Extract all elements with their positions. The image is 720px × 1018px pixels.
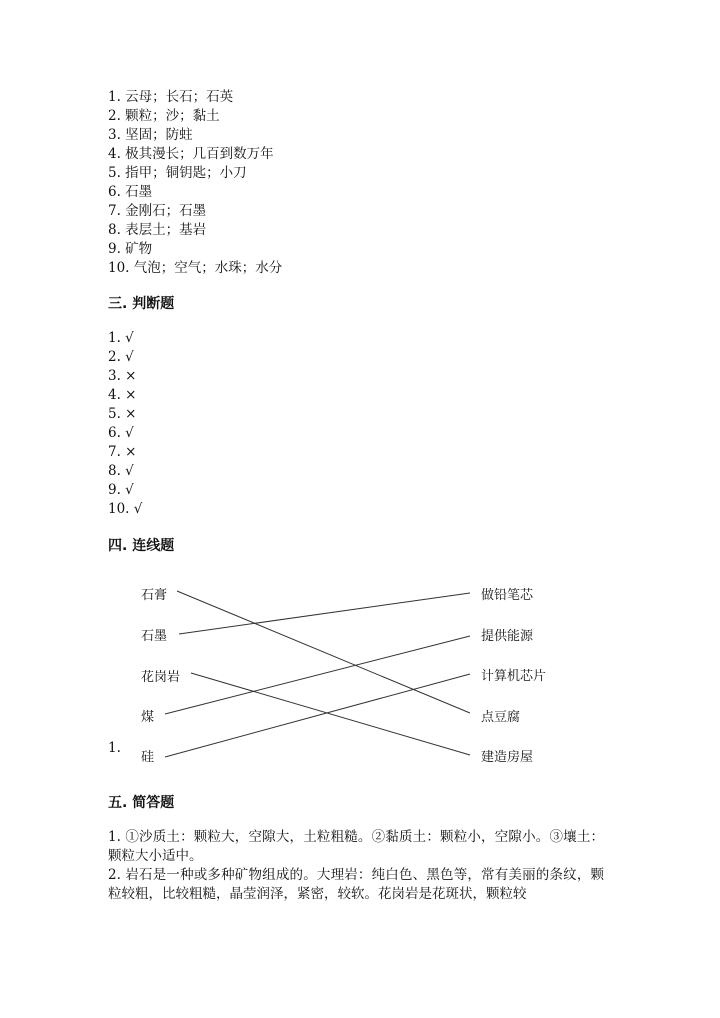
fill-answer-10: 10. 气泡；空气；水珠；水分 xyxy=(108,260,283,276)
fill-answer-6: 6. 石墨 xyxy=(108,184,153,200)
section-title-short-answer: 五. 简答题 xyxy=(108,795,175,811)
match-right-item-1: 做铅笔芯 xyxy=(481,588,534,603)
judgement-answer-9: 9. √ xyxy=(108,482,134,498)
match-line-2 xyxy=(179,593,470,634)
judgement-answer-3: 3. × xyxy=(108,368,137,384)
match-right-item-4: 点豆腐 xyxy=(481,710,521,725)
judgement-answer-1: 1. √ xyxy=(108,330,134,346)
match-left-item-3: 花岗岩 xyxy=(141,670,181,685)
fill-answer-1: 1. 云母；长石；石英 xyxy=(108,89,234,105)
judgement-answer-7: 7. × xyxy=(108,444,137,460)
section-title-judgement: 三. 判断题 xyxy=(108,296,175,312)
fill-answer-4: 4. 极其漫长；几百到数万年 xyxy=(108,146,274,162)
short-answer-2: 2. 岩石是一种或多种矿物组成的。大理岩：纯白色、黑色等，常有美丽的条纹，颗粒较粗，比较粗糙，晶莹润泽，紧密，较软。花岗岩是花斑状，颗粒较 xyxy=(108,867,604,902)
fill-answer-3: 3. 坚固；防蛀 xyxy=(108,127,193,143)
judgement-answer-8: 8. √ xyxy=(108,463,134,479)
match-left-item-5: 硅 xyxy=(141,750,155,765)
match-left-item-1: 石膏 xyxy=(141,588,168,603)
match-line-1 xyxy=(177,591,470,713)
judgement-answer-6: 6. √ xyxy=(108,425,134,441)
match-right-item-3: 计算机芯片 xyxy=(481,669,547,684)
match-left-item-4: 煤 xyxy=(141,710,155,725)
fill-answer-8: 8. 表层土；基岩 xyxy=(108,222,207,238)
short-answer-1: 1. ①沙质土：颗粒大，空隙大，土粒粗糙。②黏质土：颗粒小，空隙小。③壤土：颗粒大小适中。 xyxy=(108,829,604,864)
match-line-4 xyxy=(165,636,470,714)
judgement-answer-2: 2. √ xyxy=(108,349,134,365)
match-right-item-2: 提供能源 xyxy=(481,629,534,644)
fill-answer-5: 5. 指甲；铜钥匙；小刀 xyxy=(108,165,247,181)
match-left-item-2: 石墨 xyxy=(141,629,168,644)
matching-question-number: 1. xyxy=(108,740,121,756)
fill-answer-2: 2. 颗粒；沙；黏土 xyxy=(108,108,220,124)
section-title-matching: 四. 连线题 xyxy=(108,538,175,554)
match-right-item-5: 建造房屋 xyxy=(481,750,534,765)
fill-answer-9: 9. 矿物 xyxy=(108,241,153,257)
fill-answer-7: 7. 金刚石；石墨 xyxy=(108,203,207,219)
judgement-answer-10: 10. √ xyxy=(108,501,143,517)
judgement-answer-5: 5. × xyxy=(108,406,137,422)
judgement-answer-4: 4. × xyxy=(108,387,137,403)
match-line-5 xyxy=(165,674,470,757)
